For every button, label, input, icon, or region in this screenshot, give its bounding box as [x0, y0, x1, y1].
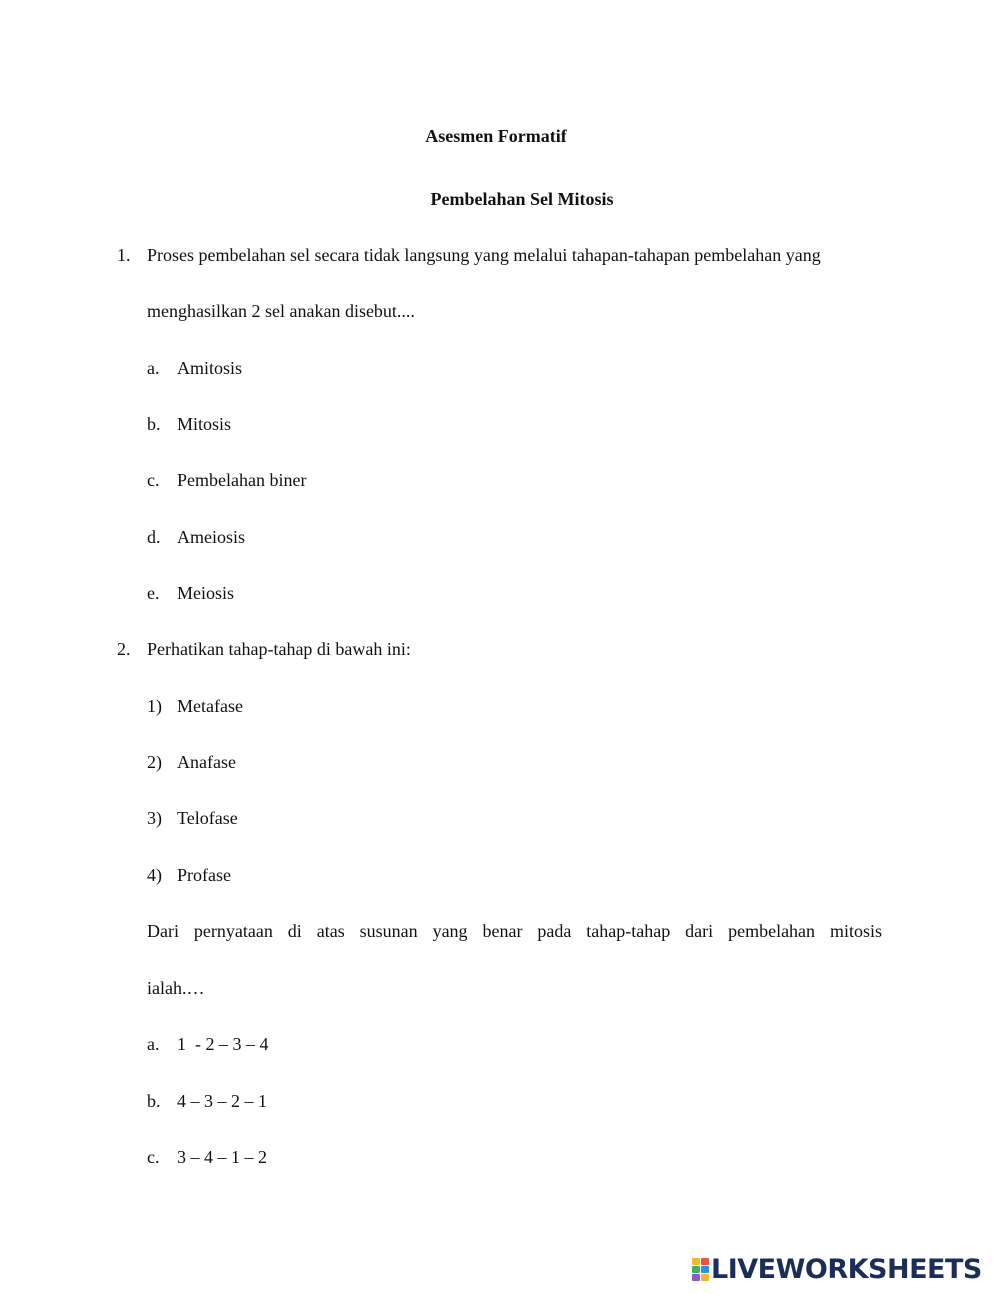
- option-text: Pembelahan biner: [177, 470, 307, 490]
- step-text: Telofase: [177, 808, 238, 828]
- question-prompt-continued: ialah.…: [147, 978, 205, 998]
- option-label: a.: [147, 358, 160, 378]
- option-label: a.: [147, 1034, 160, 1054]
- liveworksheets-logo[interactable]: [692, 1255, 982, 1285]
- step-label: 3): [147, 808, 162, 828]
- option-text: 4 – 3 – 2 – 1: [177, 1091, 267, 1111]
- step-label: 1): [147, 696, 162, 716]
- step-text: Profase: [177, 865, 231, 885]
- step-text: Anafase: [177, 752, 236, 772]
- option-label: c.: [147, 470, 160, 490]
- option-text: Amitosis: [177, 358, 243, 378]
- step-text: Metafase: [177, 696, 243, 716]
- option-text: Ameiosis: [177, 527, 246, 547]
- question-stem: Proses pembelahan sel secara tidak langsung yang melalui tahapan-tahapan pembelahan yang: [147, 245, 821, 265]
- question-number: 1.: [117, 245, 131, 265]
- option-text: 1 - 2 – 3 – 4: [177, 1034, 269, 1054]
- question-prompt: Dari pernyataan di atas susunan yang benar pada tahap-tahap dari pembelahan mitosis: [147, 921, 882, 941]
- question-stem-continued: menghasilkan 2 sel anakan disebut....: [147, 301, 415, 321]
- option-label: b.: [147, 414, 161, 434]
- page-title: Asesmen Formatif: [425, 126, 567, 146]
- option-text: Mitosis: [177, 414, 232, 434]
- page-subtitle: Pembelahan Sel Mitosis: [430, 189, 614, 209]
- question-stem: Perhatikan tahap-tahap di bawah ini:: [147, 639, 411, 659]
- step-label: 2): [147, 752, 162, 772]
- liveworksheets-logo-icon: [692, 1258, 709, 1282]
- logo-block: [701, 1266, 709, 1273]
- option-label: e.: [147, 583, 160, 603]
- logo-block: [692, 1266, 700, 1273]
- logo-block: [692, 1274, 700, 1281]
- option-text: 3 – 4 – 1 – 2: [177, 1147, 267, 1167]
- question-number: 2.: [117, 639, 131, 659]
- logo-block: [692, 1258, 700, 1265]
- option-label: b.: [147, 1091, 161, 1111]
- logo-wordmark: LIVEWORKSHEETS: [711, 1254, 982, 1285]
- option-text: Meiosis: [177, 583, 235, 603]
- option-label: d.: [147, 527, 161, 547]
- logo-block: [701, 1274, 709, 1281]
- logo-block: [701, 1258, 709, 1265]
- option-label: c.: [147, 1147, 160, 1167]
- step-label: 4): [147, 865, 162, 885]
